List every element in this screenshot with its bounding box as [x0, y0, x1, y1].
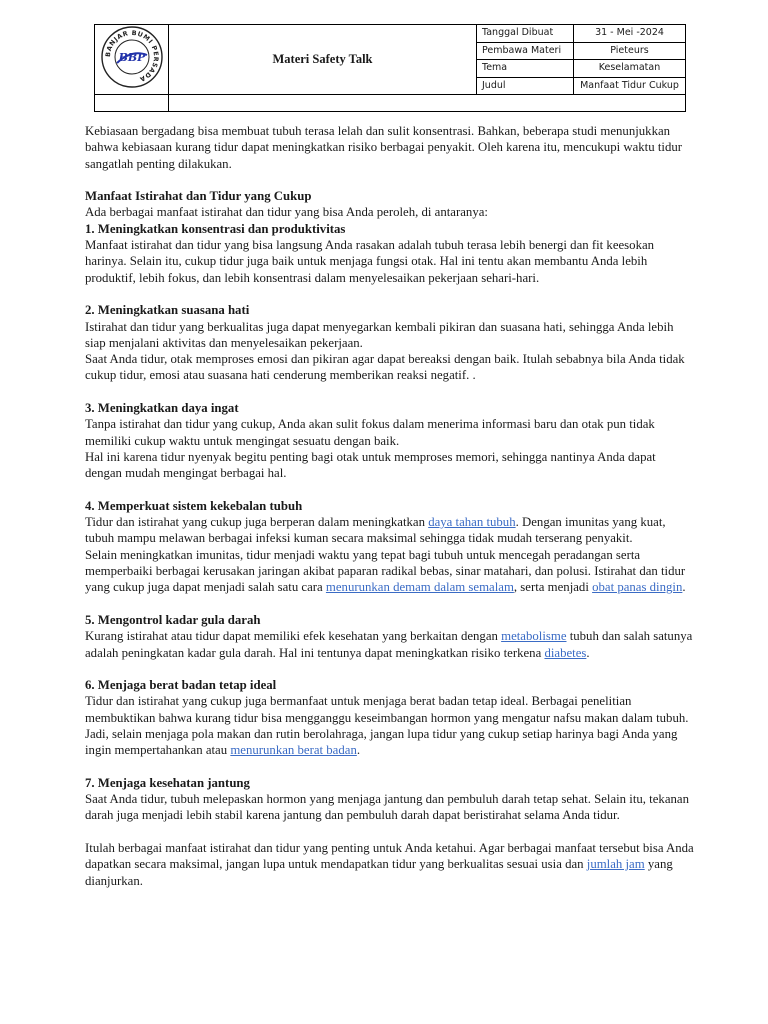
section-5-paragraph: Kurang istirahat atau tidur dapat memiliki efek kesehatan yang berkaitan dengan metabolisme tubuh dan salah satunya adalah peningkatan kadar gula darah. Hal ini tentunya dapat meningkatkan risiko terkena diabetes.: [85, 629, 693, 660]
blank-cell-left: [95, 95, 169, 112]
article-body: [85, 123, 695, 889]
section-7-paragraph: Saat Anda tidur, tubuh melepaskan hormon yang menjaga jantung dan pembuluh darah tetap sehat. Selain itu, tekanan darah juga menjadi lebih stabil karena jantung dan pembuluh darah dapat beristirahat selama Anda tidur.: [85, 792, 689, 823]
main-heading: Manfaat Istirahat dan Tidur yang Cukup: [85, 189, 312, 204]
meta-label-judul: Judul: [477, 77, 574, 95]
meta-label-tanggal: Tanggal Dibuat: [477, 25, 574, 43]
section-4-paragraph-1: Tidur dan istirahat yang cukup juga berperan dalam meningkatkan daya tahan tubuh. Dengan imunitas yang kuat, tubuh mampu melawan berbagai infeksi kuman secara maksimal sehingga tidak mudah terserang penyakit.: [85, 515, 666, 546]
section-6-paragraph-2: Jadi, selain menjaga pola makan dan rutin berolahraga, jangan lupa tidur yang cukup setiap harinya bagi Anda yang ingin mempertahankan atau menurunkan berat badan.: [85, 726, 678, 758]
meta-value-pembawa: Pieteurs: [574, 42, 686, 60]
closing-paragraph: Itulah berbagai manfaat istirahat dan tidur yang penting untuk Anda ketahui. Agar berbagai manfaat tersebut bisa Anda dapatkan secara maksimal, jangan lupa untuk mendapatkan tidur yang berkualitas sesuai usia dan jumlah jam yang dianjurkan.: [85, 841, 694, 888]
section-5-title: 5. Mengontrol kadar gula darah: [85, 612, 261, 627]
link-obat-panas-dingin[interactable]: obat panas dingin: [592, 580, 683, 595]
section-3-paragraph-1: Tanpa istirahat dan tidur yang cukup, Anda akan sulit fokus dalam menerima informasi baru dan otak pun tidak memiliki cukup waktu untuk mengingat sesuatu dengan baik.: [85, 417, 655, 448]
link-diabetes[interactable]: diabetes: [544, 645, 587, 660]
meta-value-judul: Manfaat Tidur Cukup: [574, 77, 686, 95]
section-2-paragraph-1: Istirahat dan tidur yang berkualitas juga dapat menyegarkan kembali pikiran dan suasana hati, sehingga Anda lebih siap menjalani aktivitas dan menyelesaikan pekerjaan.: [85, 319, 674, 350]
section-4-title: 4. Memperkuat sistem kekebalan tubuh: [85, 498, 303, 513]
company-logo-cell: [95, 25, 169, 95]
link-metabolisme[interactable]: metabolisme: [501, 629, 567, 644]
logo-initials: BBP: [118, 51, 145, 64]
section-6-title: 6. Menjaga berat badan tetap ideal: [85, 678, 277, 693]
link-daya-tahan-tubuh[interactable]: daya tahan tubuh: [428, 515, 516, 530]
meta-label-tema: Tema: [477, 60, 574, 78]
section-3-title: 3. Meningkatkan daya ingat: [85, 401, 239, 416]
blank-cell-right: [169, 95, 686, 112]
logo-ring-text: BANJAR BUMI PERSADA: [103, 28, 160, 84]
intro-paragraph: Kebiasaan bergadang bisa membuat tubuh terasa lelah dan sulit konsentrasi. Bahkan, beberapa studi menunjukkan bahwa kebiasaan kurang tidur dapat meningkatkan risiko berbagai penyakit. Oleh karena itu, mencukupi waktu tidur sangatlah penting dilakukan.: [85, 124, 682, 171]
section-1-title: 1. Meningkatkan konsentrasi dan produktivitas: [85, 221, 346, 236]
section-3-paragraph-2: Hal ini karena tidur nyenyak begitu penting bagi otak untuk memproses memori, sehingga nantinya Anda dapat dengan mudah mengingat berbagai hal.: [85, 449, 656, 481]
section-7-title: 7. Menjaga kesehatan jantung: [85, 775, 250, 790]
meta-value-tanggal: 31 - Mei -2024: [574, 25, 686, 43]
company-logo: [100, 25, 164, 89]
link-menurunkan-berat-badan[interactable]: menurunkan berat badan: [230, 743, 357, 758]
meta-label-pembawa: Pembawa Materi: [477, 42, 574, 60]
section-1-paragraph: Manfaat istirahat dan tidur yang bisa langsung Anda rasakan adalah tubuh terasa lebih benergi dan fit keesokan harinya. Selain itu, cukup tidur juga baik untuk menjaga fungsi otak. Hal ini tentu akan membantu Anda lebih produktif, lebih fokus, dan lebih konsentrasi dalam menyelesaikan pekerjaan sehari-hari.: [85, 238, 655, 285]
meta-value-tema: Keselamatan: [574, 60, 686, 78]
link-jumlah-jam[interactable]: jumlah jam: [586, 857, 645, 872]
section-4-paragraph-2: Selain meningkatkan imunitas, tidur menjadi waktu yang tepat bagi tubuh untuk mencegah peradangan serta memperbaiki berbagai kerusakan jaringan akibat paparan radikal bebas, sinar matahari, dan polusi. Istirahat dan tidur yang cukup juga dapat menjadi salah satu cara menurunkan demam dalam semalam, serta menjadi obat panas dingin.: [85, 547, 686, 595]
section-2-paragraph-2: Saat Anda tidur, otak memproses emosi dan pikiran agar dapat bereaksi dengan baik. Itulah sebabnya bila Anda tidak cukup tidur, emosi atau suasana hati cenderung memberikan reaksi negatif. .: [85, 352, 685, 383]
document-title: Materi Safety Talk: [169, 25, 477, 95]
section-6-paragraph-1: Tidur dan istirahat yang cukup juga bermanfaat untuk menjaga berat badan tetap ideal. Berbagai penelitian membuktikan bahwa kurang tidur bisa mengganggu keseimbangan hormon yang mengatur nafsu makan dalam tubuh.: [85, 694, 689, 725]
link-menurunkan-demam[interactable]: menurunkan demam dalam semalam: [325, 580, 514, 595]
document-header-table: [94, 24, 686, 112]
section-2-title: 2. Meningkatkan suasana hati: [85, 303, 250, 318]
main-lead: Ada berbagai manfaat istirahat dan tidur yang bisa Anda peroleh, di antaranya:: [85, 205, 488, 220]
